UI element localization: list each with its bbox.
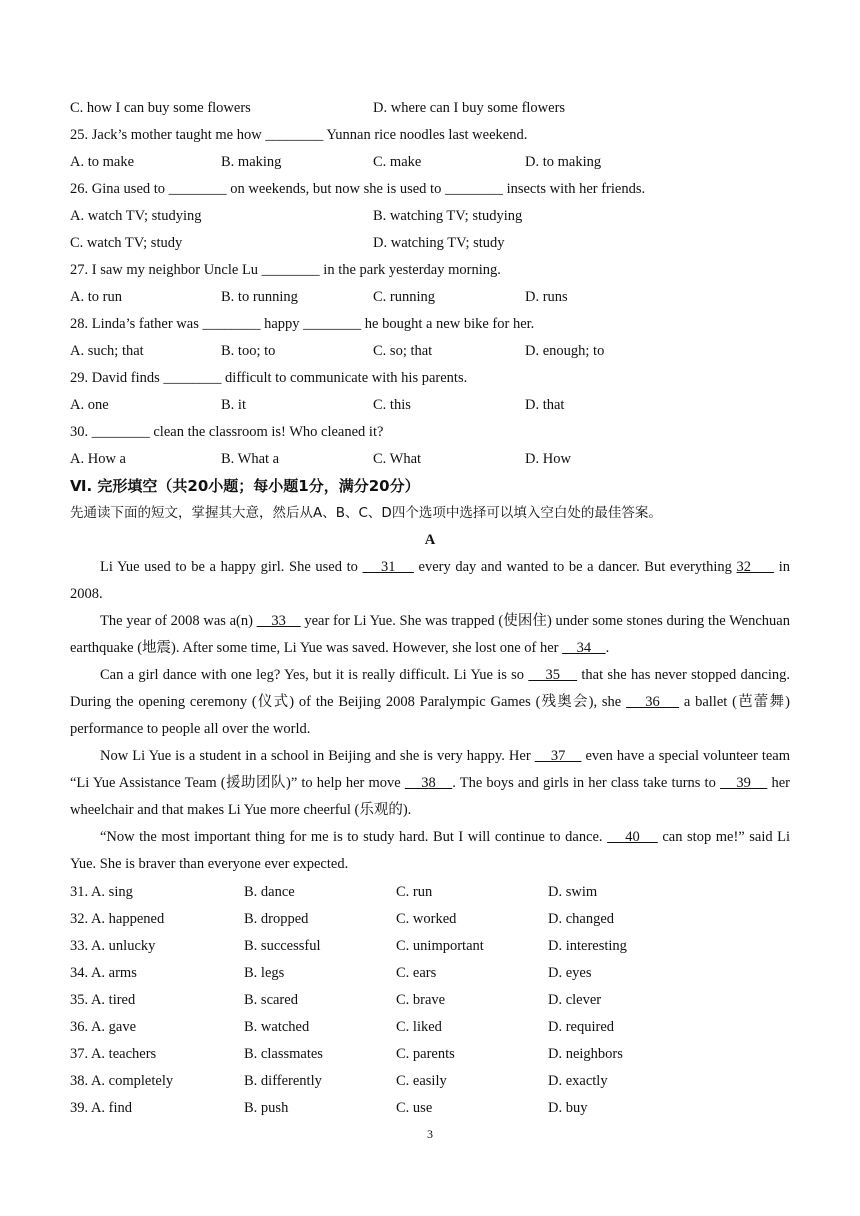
- option-c: C. brave: [396, 992, 446, 1008]
- option-c: C. easily: [396, 1073, 447, 1089]
- option-c: C. this: [373, 397, 411, 413]
- option-a: A. How a: [70, 451, 126, 467]
- option-a: A. to run: [70, 289, 122, 305]
- option-c: C. parents: [396, 1046, 455, 1062]
- blank-35: 35: [528, 667, 578, 683]
- question-stem: 30. ________ clean the classroom is! Who cleaned it?: [70, 424, 384, 440]
- option-row: [70, 392, 790, 419]
- cloze-option-row: [70, 1095, 790, 1122]
- option-row: [70, 203, 790, 230]
- blank-31: 31: [362, 559, 414, 575]
- section-instruction: 先通读下面的短文，掌握其大意，然后从A、B、C、D四个选项中选择可以填入空白处的最佳答案。: [70, 505, 662, 521]
- option-a: A. such; that: [70, 343, 144, 359]
- option-b: B. differently: [244, 1073, 322, 1089]
- option-b: B. successful: [244, 938, 321, 954]
- passage-label: A: [424, 532, 436, 548]
- option-a: 34. A. arms: [70, 965, 137, 981]
- option-c: C. watch TV; study: [70, 235, 183, 251]
- option-row: [70, 284, 790, 311]
- option-c: C. use: [396, 1100, 433, 1116]
- option-d: D. that: [525, 397, 565, 413]
- question-stem: 25. Jack’s mother taught me how ________ Yunnan rice noodles last weekend.: [70, 127, 528, 143]
- option-b: B. dropped: [244, 911, 309, 927]
- option-row: [70, 446, 790, 473]
- question-stem: 26. Gina used to ________ on weekends, but now she is used to ________ insects with her friends.: [70, 181, 646, 197]
- option-b: B. making: [221, 154, 282, 170]
- blank-36: 36: [626, 694, 680, 710]
- option-d: D. enough; to: [525, 343, 605, 359]
- option-row: [70, 338, 790, 365]
- option-d: D. interesting: [548, 938, 627, 954]
- cloze-option-row: [70, 1068, 790, 1095]
- option-c: C. liked: [396, 1019, 442, 1035]
- option-c: C. What: [373, 451, 422, 467]
- option-b: B. scared: [244, 992, 298, 1008]
- blank-39: 39: [719, 775, 768, 791]
- blank-37: 37: [534, 748, 582, 764]
- question-stem: 27. I saw my neighbor Uncle Lu ________ in the park yesterday morning.: [70, 262, 501, 278]
- option-c: C. worked: [396, 911, 457, 927]
- option-d: D. eyes: [548, 965, 592, 981]
- option-c: C. run: [396, 884, 433, 900]
- option-c: C. unimportant: [396, 938, 484, 954]
- cloze-option-row: [70, 960, 790, 987]
- option-d: D. How: [525, 451, 571, 467]
- option-a: 33. A. unlucky: [70, 938, 156, 954]
- blank-38: 38: [404, 775, 453, 791]
- option-d: D. swim: [548, 884, 598, 900]
- section-heading: Ⅵ. 完形填空（共20小题；每小题1分，满分20分）: [70, 477, 420, 495]
- option-c: C. how I can buy some flowers: [70, 100, 251, 116]
- option-d: D. changed: [548, 911, 615, 927]
- cloze-option-row: [70, 933, 790, 960]
- option-row: [70, 230, 790, 257]
- option-row: [70, 95, 790, 122]
- cloze-option-row: [70, 879, 790, 906]
- passage-paragraph: Li Yue used to be a happy girl. She used to 31 every day and wanted to be a dancer. But everything 32 in 2008.: [70, 559, 791, 602]
- option-a: 39. A. find: [70, 1100, 133, 1116]
- passage-paragraph: Can a girl dance with one leg? Yes, but it is really difficult. Li Yue is so 35 that she has never stopped dancing. During the opening ceremony (仪式) of the Beijing 2008 Paralympic Games (残奥会), she 36 a ballet (芭蕾舞) performance to people all over the world.: [70, 667, 791, 737]
- option-a: A. one: [70, 397, 109, 413]
- question-stem: 28. Linda’s father was ________ happy ________ he bought a new bike for her.: [70, 316, 535, 332]
- option-a: 31. A. sing: [70, 884, 133, 900]
- option-b: B. to running: [221, 289, 298, 305]
- option-a: 32. A. happened: [70, 911, 165, 927]
- option-b: B. watching TV; studying: [373, 208, 523, 224]
- option-d: D. clever: [548, 992, 602, 1008]
- blank-33: 33: [256, 613, 301, 629]
- blank-32: 32: [736, 559, 775, 575]
- cloze-option-row: [70, 1041, 790, 1068]
- option-a: 35. A. tired: [70, 992, 136, 1008]
- option-a: A. to make: [70, 154, 135, 170]
- option-d: D. runs: [525, 289, 568, 305]
- option-b: B. watched: [244, 1019, 310, 1035]
- option-a: 37. A. teachers: [70, 1046, 157, 1062]
- cloze-option-row: [70, 906, 790, 933]
- option-d: D. required: [548, 1019, 615, 1035]
- passage-paragraph: Now Li Yue is a student in a school in Beijing and she is very happy. Her 37 even have a special volunteer team “Li Yue Assistance Team (援助团队)” to help her move 38 . The boys and girls in her class take turns to 39 her wheelchair and that makes Li Yue more cheerful (乐观的).: [70, 748, 791, 818]
- option-d: D. exactly: [548, 1073, 608, 1089]
- cloze-option-row: [70, 1014, 790, 1041]
- option-d: D. buy: [548, 1100, 588, 1116]
- option-row: [70, 149, 790, 176]
- option-b: B. too; to: [221, 343, 276, 359]
- option-b: B. push: [244, 1100, 289, 1116]
- option-a: A. watch TV; studying: [70, 208, 202, 224]
- option-b: B. it: [221, 397, 246, 413]
- option-b: B. What a: [221, 451, 280, 467]
- blank-40: 40: [607, 829, 658, 845]
- option-d: D. where can I buy some flowers: [373, 100, 566, 116]
- cloze-option-row: [70, 987, 790, 1014]
- passage-paragraph: “Now the most important thing for me is to study hard. But I will continue to dance. 40 can stop me!” said Li Yue. She is braver than everyone ever expected.: [70, 829, 791, 872]
- option-d: D. watching TV; study: [373, 235, 505, 251]
- option-c: C. so; that: [373, 343, 433, 359]
- option-b: B. legs: [244, 965, 285, 981]
- option-d: D. neighbors: [548, 1046, 623, 1062]
- passage-paragraph: The year of 2008 was a(n) 33 year for Li Yue. She was trapped (使困住) under some stones during the Wenchuan earthquake (地震). After some time, Li Yue was saved. However, she lost one of her 34 .: [70, 613, 790, 656]
- option-b: B. dance: [244, 884, 295, 900]
- option-c: C. make: [373, 154, 422, 170]
- option-c: C. ears: [396, 965, 437, 981]
- question-stem: 29. David finds ________ difficult to communicate with his parents.: [70, 370, 468, 386]
- option-b: B. classmates: [244, 1046, 323, 1062]
- option-a: 36. A. gave: [70, 1019, 137, 1035]
- option-d: D. to making: [525, 154, 602, 170]
- page-number: 3: [427, 1127, 433, 1141]
- option-a: 38. A. completely: [70, 1073, 174, 1089]
- passage-body: [70, 554, 790, 878]
- option-c: C. running: [373, 289, 436, 305]
- blank-34: 34: [562, 640, 606, 656]
